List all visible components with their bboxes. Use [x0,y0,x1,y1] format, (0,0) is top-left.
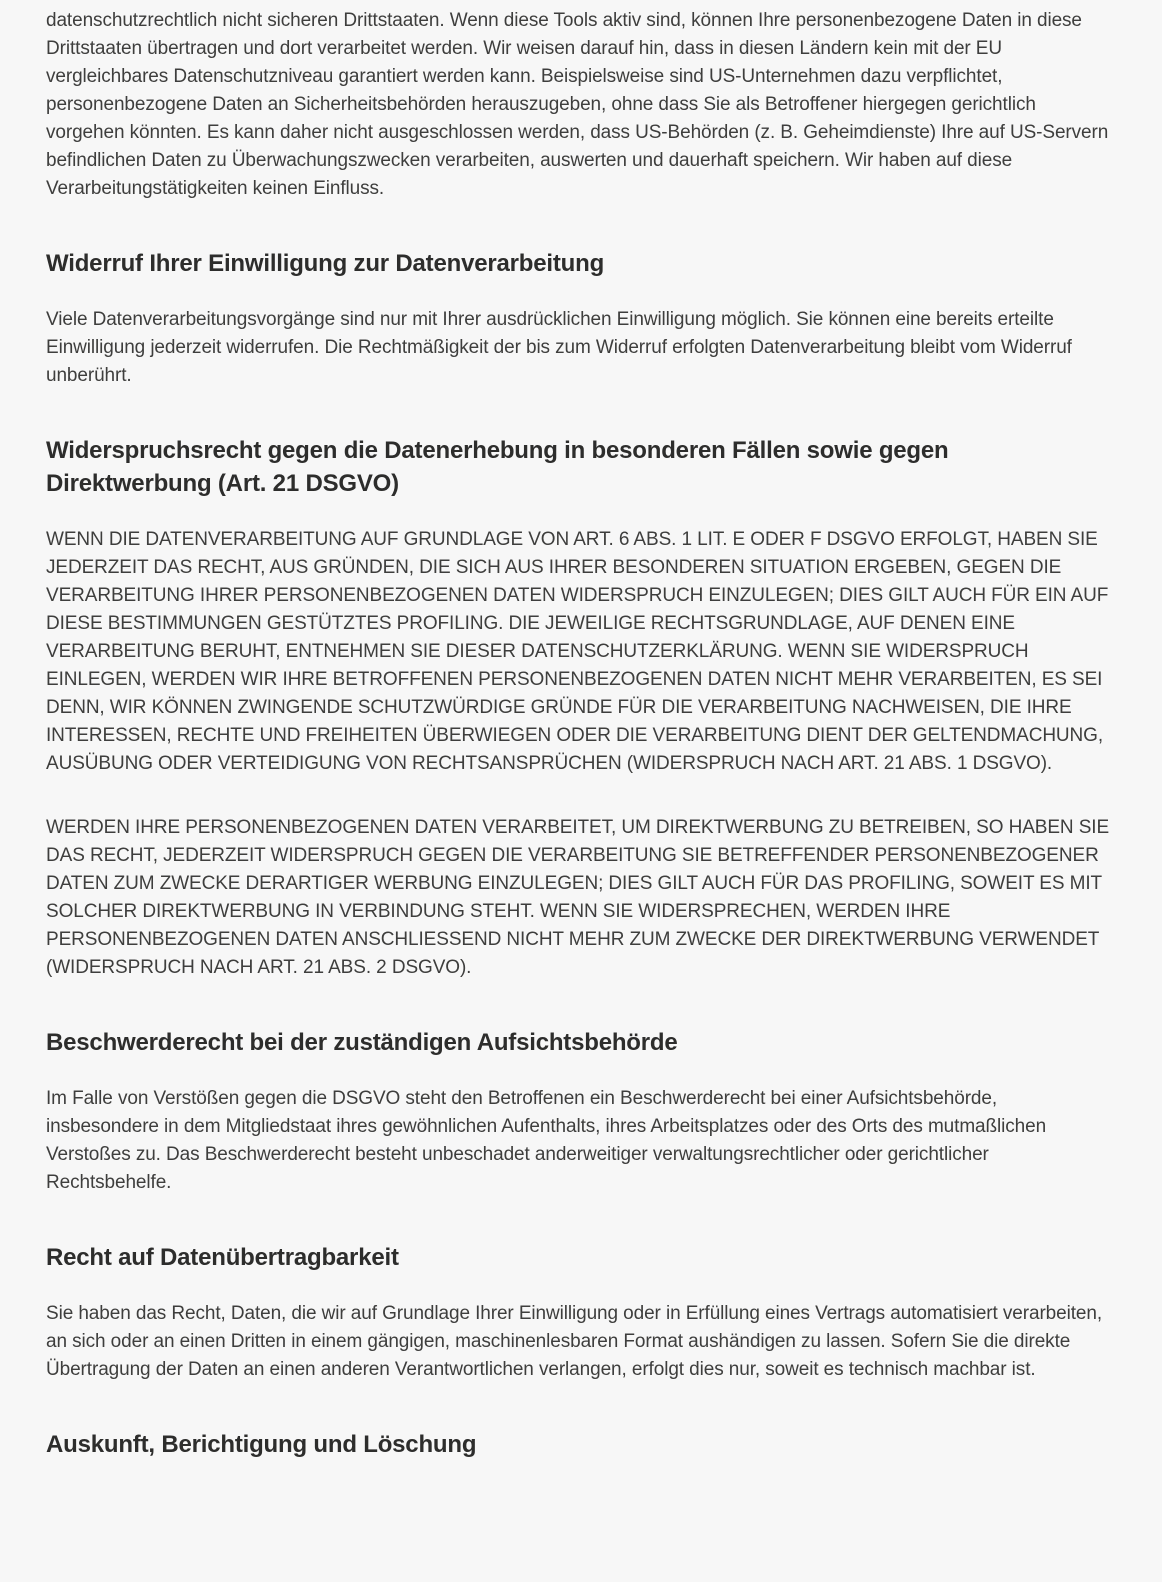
body-paragraph: Im Falle von Verstößen gegen die DSGVO steht den Betroffenen ein Beschwerderecht bei einer Aufsichtsbehörde, insbesondere in dem Mitgliedstaat ihres gewöhnlichen Aufenthalts, ihres Arbeitsplatzes oder des Orts des mutmaßlichen Verstoßes zu. Das Beschwerderecht besteht unbeschadet anderweitiger verwaltungsrechtlicher oder gerichtlicher Rechtsbehelfe. [46,1088,1047,1193]
body-paragraph: WENN DIE DATENVERARBEITUNG AUF GRUNDLAGE VON ART. 6 ABS. 1 LIT. E ODER F DSGVO ERFOLGT, HABEN SIE JEDERZEIT DAS RECHT, AUS GRÜNDEN, DIE SICH AUS IHRER BESONDEREN SITUATION ERGEBEN, GEGEN DIE VERARBEITUNG IHRER PERSONENBEZOGENEN DATEN WIDERSPRUCH EINZULEGEN; DIES GILT AUCH FÜR EIN AUF DIESE BESTIMMUNGEN GESTÜTZTES PROFILING. DIE JEWEILIGE RECHTSGRUNDLAGE, AUF DENEN EINE VERARBEITUNG BERUHT, ENTNEHMEN SIE DIESER DATENSCHUTZERKLÄRUNG. WENN SIE WIDERSPRUCH EINLEGEN, WERDEN WIR IHRE BETROFFENEN PERSONENBEZOGENEN DATEN NICHT MEHR VERARBEITEN, ES SEI DENN, WIR KÖNNEN ZWINGENDE SCHUTZWÜRDIGE GRÜNDE FÜR DIE VERARBEITUNG NACHWEISEN, DIE IHRE INTERESSEN, RECHTE UND FREIHEITEN ÜBERWIEGEN ODER DIE VERARBEITUNG DIENT DER GELTENDMACHUNG, AUSÜBUNG ODER VERTEIDIGUNG VON RECHTSANSPRÜCHEN (WIDERSPRUCH NACH ART. 21 ABS. 1 DSGVO). [46,529,1109,774]
section-heading: Widerspruchsrecht gegen die Datenerhebung in besonderen Fällen sowie gegen Direktwerbung (Art. 21 DSGVO) [46,437,949,497]
body-paragraph: WERDEN IHRE PERSONENBEZOGENEN DATEN VERARBEITET, UM DIREKTWERBUNG ZU BETREIBEN, SO HABEN SIE DAS RECHT, JEDERZEIT WIDERSPRUCH GEGEN DIE VERARBEITUNG SIE BETREFFENDER PERSONENBEZOGENER DATEN ZUM ZWECKE DERARTIGER WERBUNG EINZULEGEN; DIES GILT AUCH FÜR DAS PROFILING, SOWEIT ES MIT SOLCHER DIREKTWERBUNG IN VERBINDUNG STEHT. WENN SIE WIDERSPRECHEN, WERDEN IHRE PERSONENBEZOGENEN DATEN ANSCHLIESSEND NICHT MEHR ZUM ZWECKE DER DIREKTWERBUNG VERWENDET (WIDERSPRUCH NACH ART. 21 ABS. 2 DSGVO). [46,817,1110,978]
body-paragraph: Sie haben das Recht, Daten, die wir auf Grundlage Ihrer Einwilligung oder in Erfüllung eines Vertrags automatisiert verarbeiten, an sich oder an einen Dritten in einem gängigen, maschinenlesbaren Format aushändigen zu lassen. Sofern Sie die direkte Übertragung der Daten an einen anderen Verantwortlichen verlangen, erfolgt dies nur, soweit es technisch machbar ist. [46,1303,1103,1380]
body-paragraph: datenschutzrechtlich nicht sicheren Drittstaaten. Wenn diese Tools aktiv sind, können Ihre personenbezogene Daten in diese Drittstaaten übertragen und dort verarbeitet werden. Wir weisen darauf hin, dass in diesen Ländern kein mit der EU vergleichbares Datenschutzniveau garantiert werden kann. Beispielsweise sind US-Unternehmen dazu verpflichtet, personenbezogene Daten an Sicherheitsbehörden herauszugeben, ohne dass Sie als Betroffener hiergegen gerichtlich vorgehen könnten. Es kann daher nicht ausgeschlossen werden, dass US-Behörden (z. B. Geheimdienste) Ihre auf US-Servern befindlichen Daten zu Überwachungszwecken verarbeiten, auswerten und dauerhaft speichern. Wir haben auf diese Verarbeitungstätigkeiten keinen Einfluss. [46,10,1109,199]
section-heading: Auskunft, Berichtigung und Löschung [46,1431,477,1458]
body-paragraph: Viele Datenverarbeitungsvorgänge sind nur mit Ihrer ausdrücklichen Einwilligung möglich. Sie können eine bereits erteilte Einwilligung jederzeit widerrufen. Die Rechtmäßigkeit der bis zum Widerruf erfolgten Datenverarbeitung bleibt vom Widerruf unberührt. [46,309,1072,386]
section-heading: Recht auf Datenübertragbarkeit [46,1244,399,1271]
section-heading: Widerruf Ihrer Einwilligung zur Datenverarbeitung [46,250,605,277]
section-heading: Beschwerderecht bei der zuständigen Aufsichtsbehörde [46,1029,678,1056]
